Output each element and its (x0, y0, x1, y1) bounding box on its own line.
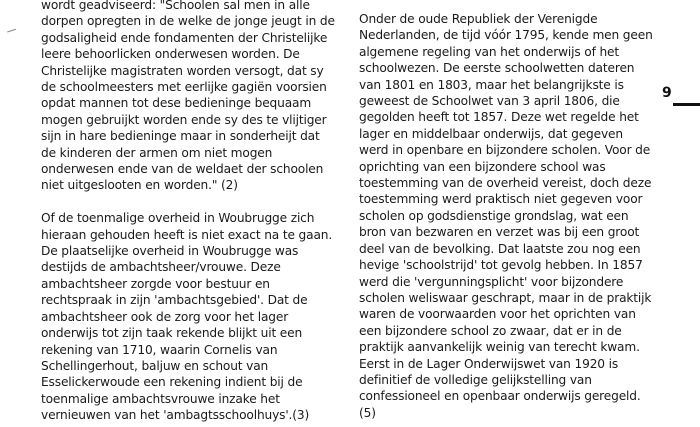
left-column (41, 0, 337, 424)
right-paragraph-republiek: Onder de oude Republiek der Verenigde Nederlanden, de tijd vóór 1795, kende men geen algemene regeling van het onderwijs of het schoolwezen. De eerste schoolwetten dateren van 1801 en 1803, maar het belangrijkste is geweest de Schoolwet van 3 april 1806, die gegolden heeft tot 1857. Deze wet regelde het lager en middelbaar onderwijs, dat gegeven werd in openbare en bijzondere scholen. Voor de oprichting van een bijzondere school was toestemming van de overheid vereist, doch deze toestemming werd praktisch niet gegeven voor scholen op godsdienstige grondslag, wat een bron van bezwaren en verzet was bij een groot deel van de bevolking. Dat laatste zou nog een hevige 'schoolstrijd' tot gevolg hebben. In 1857 werd die 'vergunningsplicht' voor bijzondere scholen weliswaar geschrapt, maar in de praktijk waren de voorwaarden voor het oprichten van een bijzondere school zo zwaar, dat er in de praktijk aanvankelijk weinig van terecht kwam. Eerst in de Lager Onderwijswet van 1920 is definitief de volledige gelijkstelling van confessioneel en openbaar onderwijs geregeld. (5) (359, 12, 653, 420)
left-paragraph-woubrugge: Of de toenmalige overheid in Woubrugge zich hieraan gehouden heeft is niet exact na te gaan. De plaatselijke overheid in Woubrugge was destijds de ambachtsheer/vrouwe. Deze ambachtsheer zorgde voor bestuur en rechtspraak in zijn 'ambachtsgebied'. Dat de ambachtsheer ook de zorg voor het lager onderwijs tot zijn taak rekende blijkt uit een rekening van 1710, waarin Cornelis van Schellingerhout, baljuw en schout van Esselickerwoude een rekening indient bij de toenmalige ambachtsvrouwe inzake het vernieuwen van het 'ambagtsschoolhuys'.(3) (41, 211, 333, 423)
left-paragraph-quote: wordt geadviseerd: "Schoolen sal men in alle dorpen opregten in de welke de jonge jeugt in de godsaligheid ende fondamenten der Christelijke leere behoorlicken onderwesen worden. De Christelijke magistraten worden versogt, dat sy de schoolmeesters met eerlijke gagiën voorsien opdat mannen tot dese bedieninge bequaam mogen gebruijkt worden ende sy des te vlijtiger sijn in hare bedieninge maar in sonderheijt dat de kinderen der armen om niet mogen onderwesen ende van de weldaet der schoolen niet uitgeslooten en worden." (2) (41, 0, 335, 193)
right-column (359, 0, 653, 421)
page-number-rule (673, 103, 700, 106)
page-number: 9 (662, 85, 672, 101)
margin-mark (7, 29, 18, 38)
